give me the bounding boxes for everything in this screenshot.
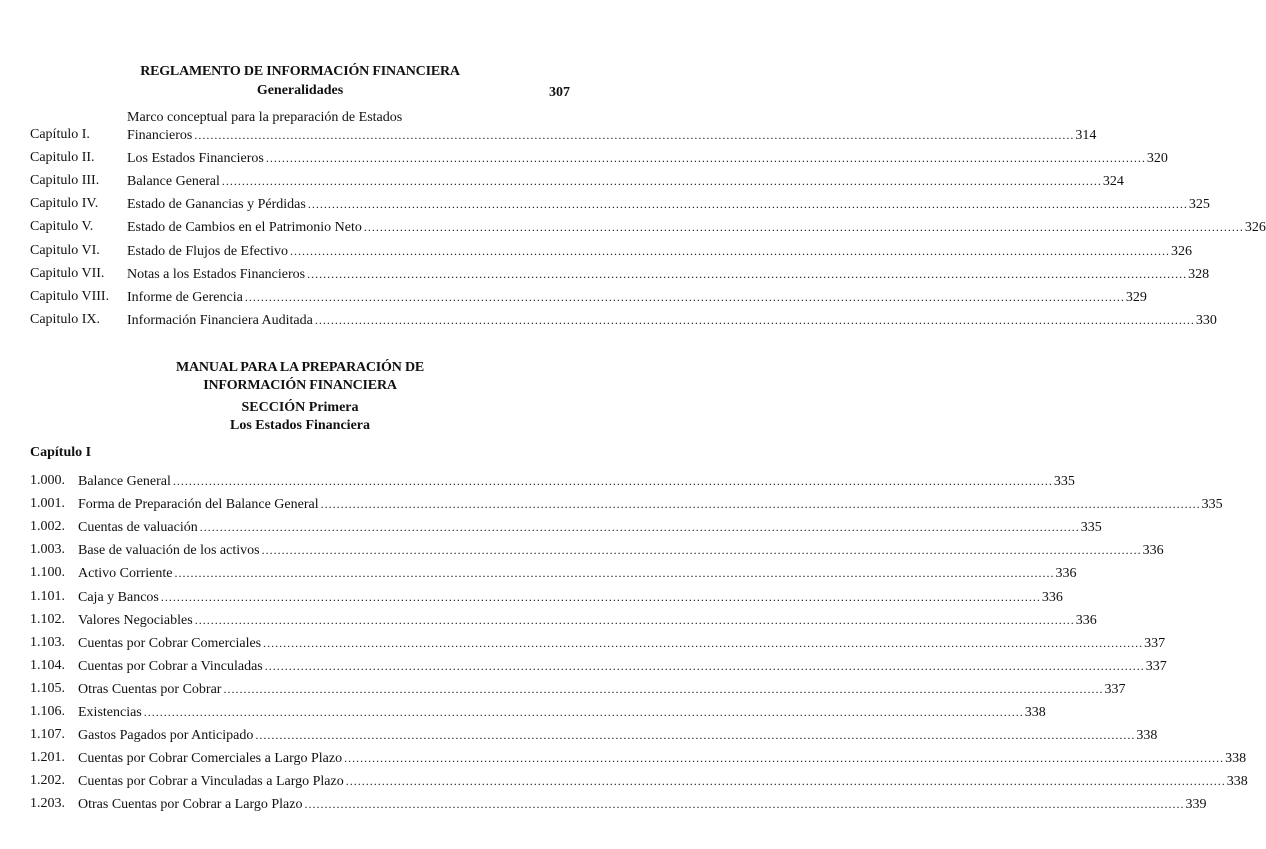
- toc-entry-body: [78, 586, 1063, 609]
- toc-entry-title: Información Financiera Auditada: [127, 312, 313, 328]
- toc-entry-body: [127, 240, 1192, 263]
- toc-entry-title: Notas a los Estados Financieros: [127, 266, 306, 282]
- toc-entry-title: Cuentas por Cobrar Comerciales a Largo Plazo: [78, 751, 343, 767]
- toc-entry: [30, 147, 1168, 169]
- toc-entry: [30, 516, 1102, 538]
- toc-entry-page: 336: [1142, 543, 1164, 559]
- reglamento-subtitle: Generalidades: [256, 83, 344, 98]
- toc-dot-leader: ............................................................................................................................................................................................................................: [194, 612, 1075, 627]
- toc-entry-label: 1.107.: [30, 727, 65, 743]
- reglamento-page-number: 307: [549, 85, 570, 100]
- toc-entry-body: [78, 655, 1167, 678]
- toc-entry-label: Capitulo VIII.: [30, 288, 110, 304]
- toc-dot-leader: ............................................................................................................................................................................................................................: [143, 705, 1024, 719]
- toc-entry-page: 336: [1075, 612, 1097, 628]
- toc-entry-page: 338: [1225, 751, 1247, 767]
- toc-entry-label: Capitulo IX.: [30, 311, 100, 327]
- toc-entry-page: 335: [1053, 474, 1075, 489]
- toc-dot-leader: ............................................................................................................................................................................................................................: [363, 220, 1244, 235]
- toc-entry-label: 1.202.: [30, 773, 65, 789]
- toc-entry-body: [127, 286, 1147, 309]
- toc-entry-body: [78, 539, 1164, 562]
- toc-dot-leader: ............................................................................................................................................................................................................................: [307, 197, 1188, 212]
- toc-entry-page: 338: [1024, 705, 1046, 720]
- toc-entry: [30, 724, 1158, 746]
- toc-dot-leader: ............................................................................................................................................................................................................................: [289, 243, 1170, 258]
- toc-entry: [30, 193, 1210, 215]
- toc-entry-label: Capitulo VI.: [30, 242, 100, 258]
- manual-title-line1: MANUAL PARA LA PREPARACIÓN DE: [175, 360, 425, 375]
- toc-entry-label: 1.000.: [30, 473, 65, 488]
- toc-dot-leader: ............................................................................................................................................................................................................................: [345, 774, 1226, 789]
- reglamento-title: REGLAMENTO DE INFORMACIÓN FINANCIERA: [140, 64, 460, 79]
- toc-entry-title: Caja y Bancos: [78, 589, 159, 605]
- toc-entry-page: 338: [1136, 728, 1158, 744]
- toc-entry: [30, 562, 1077, 584]
- toc-dot-leader: ............................................................................................................................................................................................................................: [199, 520, 1080, 535]
- toc-entry-page: 325: [1188, 197, 1210, 213]
- toc-entry-page: 337: [1145, 658, 1167, 674]
- toc-entry-page: 338: [1226, 774, 1248, 790]
- toc-entry-label: 1.003.: [30, 542, 65, 558]
- toc-dot-leader: ............................................................................................................................................................................................................................: [255, 728, 1136, 743]
- toc-entry-label: 1.203.: [30, 796, 65, 812]
- toc-dot-leader: ............................................................................................................................................................................................................................: [265, 151, 1146, 166]
- toc-entry-body: [127, 147, 1168, 170]
- toc-entry-label: Capitulo IV.: [30, 196, 99, 212]
- manual-section: SECCIÓN Primera: [241, 400, 359, 415]
- toc-entry: [30, 286, 1147, 308]
- toc-dot-leader: ............................................................................................................................................................................................................................: [307, 266, 1188, 281]
- toc-entry: [30, 539, 1164, 561]
- toc-entry-title: Balance General: [127, 174, 220, 190]
- toc-entry-body: [78, 632, 1166, 655]
- toc-entry-page: 339: [1185, 797, 1207, 813]
- manual-chapter-heading: Capítulo I: [30, 445, 92, 460]
- toc-entry-label: Capítulo I.: [30, 127, 90, 142]
- toc-dot-leader: ............................................................................................................................................................................................................................: [174, 566, 1055, 581]
- toc-entry-body: [78, 516, 1102, 539]
- manual-title-line2: INFORMACIÓN FINANCIERA: [203, 378, 397, 393]
- toc-entry-label: 1.106.: [30, 704, 65, 719]
- toc-entry-page: 320: [1146, 151, 1168, 167]
- toc-entry-title: Balance General: [78, 474, 171, 489]
- toc-entry-body: [78, 493, 1223, 516]
- toc-entry-title: Estado de Ganancias y Pérdidas: [127, 197, 306, 213]
- toc-entry: [30, 770, 1248, 792]
- toc-dot-leader: ............................................................................................................................................................................................................................: [261, 543, 1142, 558]
- reglamento-first-line: Marco conceptual para la preparación de Estados: [127, 110, 403, 125]
- toc-entry: [30, 493, 1223, 515]
- toc-dot-leader: ............................................................................................................................................................................................................................: [320, 497, 1201, 512]
- toc-entry-title: Gastos Pagados por Anticipado: [78, 728, 254, 744]
- toc-entry: [30, 678, 1126, 700]
- toc-entry-label: 1.201.: [30, 750, 65, 766]
- toc-entry: [30, 470, 1075, 492]
- toc-entry-page: 336: [1055, 566, 1077, 582]
- toc-entry: [30, 655, 1167, 677]
- toc-entry-title: Existencias: [78, 705, 142, 720]
- toc-entry-title: Estado de Flujos de Efectivo: [127, 243, 288, 259]
- toc-entry-title: Base de valuación de los activos: [78, 543, 260, 559]
- toc-entry-page: 326: [1244, 220, 1266, 236]
- toc-entry-page: 314: [1075, 128, 1097, 143]
- toc-entry-label: 1.105.: [30, 680, 65, 696]
- toc-entry-title: Cuentas por Cobrar a Vinculadas a Largo Plazo: [78, 774, 344, 790]
- toc-entry-label: Capitulo V.: [30, 219, 94, 235]
- toc-entry-title: Otras Cuentas por Cobrar a Largo Plazo: [78, 797, 303, 813]
- toc-entry-body: [127, 124, 1097, 147]
- toc-entry-page: 324: [1102, 174, 1124, 190]
- toc-entry-page: 326: [1170, 243, 1192, 259]
- toc-dot-leader: ............................................................................................................................................................................................................................: [194, 128, 1075, 142]
- toc-entry-page: 335: [1201, 497, 1223, 513]
- toc-dot-leader: ............................................................................................................................................................................................................................: [221, 174, 1102, 189]
- toc-dot-leader: ............................................................................................................................................................................................................................: [344, 751, 1225, 766]
- toc-entry-body: [78, 770, 1248, 793]
- toc-entry-title: Forma de Preparación del Balance General: [78, 497, 319, 513]
- toc-entry-label: 1.103.: [30, 634, 65, 650]
- toc-entry-page: 337: [1144, 635, 1166, 651]
- toc-entry: [30, 309, 1217, 331]
- toc-entry-label: 1.102.: [30, 611, 65, 627]
- toc-entry: [30, 701, 1046, 723]
- toc-entry-label: Capitulo VII.: [30, 265, 105, 281]
- toc-entry-title: Informe de Gerencia: [127, 289, 243, 305]
- toc-entry-body: [127, 193, 1210, 216]
- toc-dot-leader: ............................................................................................................................................................................................................................: [223, 681, 1104, 696]
- toc-entry-body: [78, 701, 1046, 724]
- toc-entry-title: Financieros: [127, 128, 193, 143]
- toc-entry-title: Valores Negociables: [78, 612, 193, 628]
- toc-entry-body: [78, 724, 1158, 747]
- toc-entry-body: [78, 470, 1075, 493]
- toc-entry: [30, 609, 1097, 631]
- toc-entry-page: 329: [1125, 289, 1147, 305]
- toc-entry-page: 336: [1041, 589, 1063, 605]
- toc-entry-body: [127, 263, 1210, 286]
- toc-entry-page: 328: [1188, 266, 1210, 282]
- toc-entry-label: 1.104.: [30, 657, 65, 673]
- toc-entry-title: Cuentas por Cobrar a Vinculadas: [78, 658, 263, 674]
- toc-entry-label: Capitulo III.: [30, 173, 100, 189]
- toc-entry-page: 337: [1104, 681, 1126, 697]
- toc-entry-body: [78, 678, 1126, 701]
- toc-entry-body: [78, 793, 1207, 816]
- toc-entry-label: 1.100.: [30, 565, 65, 581]
- toc-dot-leader: ............................................................................................................................................................................................................................: [314, 312, 1195, 327]
- toc-entry: [30, 586, 1063, 608]
- toc-dot-leader: ............................................................................................................................................................................................................................: [304, 797, 1185, 812]
- toc-entry-label: Capitulo II.: [30, 150, 95, 166]
- toc-entry: [30, 793, 1207, 815]
- toc-entry: [30, 240, 1192, 262]
- toc-dot-leader: ............................................................................................................................................................................................................................: [172, 474, 1053, 488]
- toc-entry-title: Cuentas de valuación: [78, 520, 198, 536]
- toc-entry-body: [78, 609, 1097, 632]
- toc-entry-title: Otras Cuentas por Cobrar: [78, 681, 222, 697]
- toc-entry: [30, 747, 1247, 769]
- toc-entry-title: Estado de Cambios en el Patrimonio Neto: [127, 220, 362, 236]
- manual-section-title: Los Estados Financiera: [229, 418, 370, 433]
- toc-entry-body: [78, 747, 1247, 770]
- toc-entry-page: 335: [1080, 520, 1102, 536]
- toc-entry-body: [127, 309, 1217, 332]
- toc-dot-leader: ............................................................................................................................................................................................................................: [160, 589, 1041, 604]
- toc-entry-label: 1.101.: [30, 588, 65, 604]
- toc-entry: [30, 170, 1124, 192]
- toc-entry-title: Activo Corriente: [78, 566, 173, 582]
- toc-entry-label: 1.002.: [30, 519, 65, 535]
- toc-entry: [30, 216, 1266, 238]
- toc-entry: [30, 124, 1097, 146]
- toc-entry-label: 1.001.: [30, 496, 65, 512]
- toc-entry-title: Los Estados Financieros: [127, 151, 264, 167]
- toc-dot-leader: ............................................................................................................................................................................................................................: [264, 658, 1145, 673]
- toc-dot-leader: ............................................................................................................................................................................................................................: [244, 289, 1125, 304]
- toc-entry-page: 330: [1195, 312, 1217, 328]
- toc-entry-body: [78, 562, 1077, 585]
- toc-entry-body: [127, 216, 1266, 239]
- toc-entry: [30, 632, 1166, 654]
- toc-dot-leader: ............................................................................................................................................................................................................................: [263, 635, 1144, 650]
- toc-entry-title: Cuentas por Cobrar Comerciales: [78, 635, 262, 651]
- toc-entry: [30, 263, 1210, 285]
- toc-entry-body: [127, 170, 1124, 193]
